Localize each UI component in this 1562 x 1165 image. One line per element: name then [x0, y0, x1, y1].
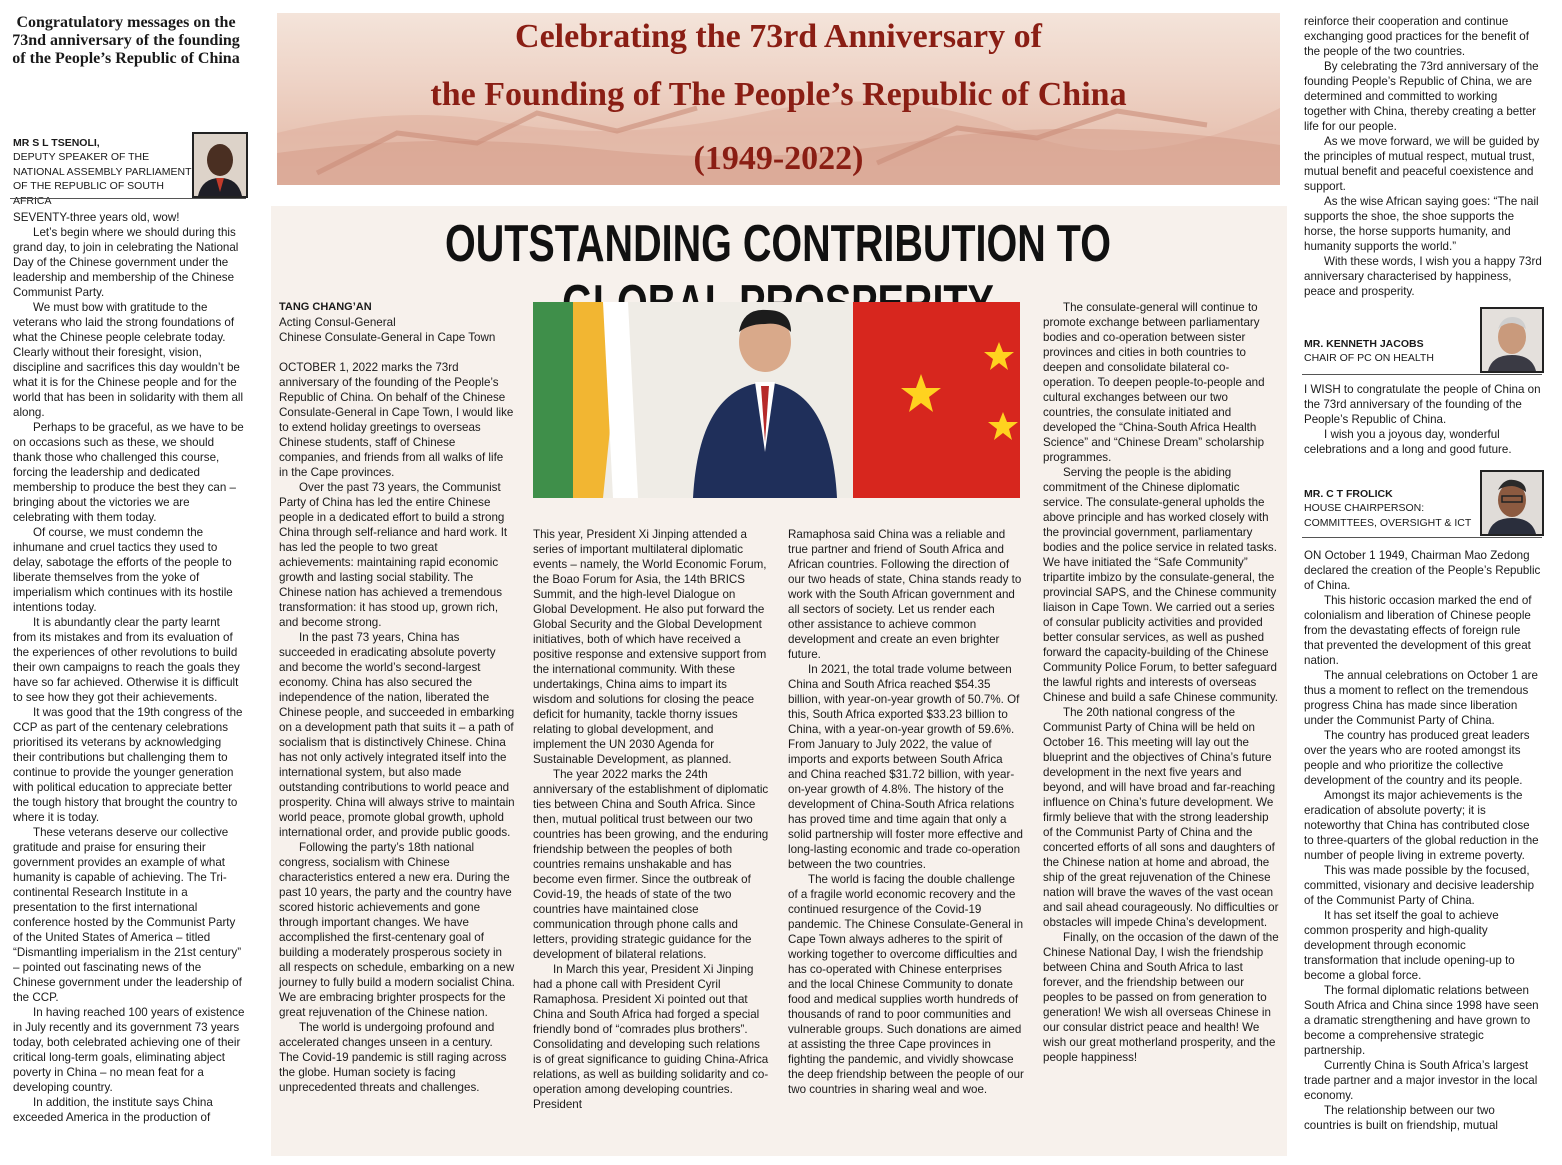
anniversary-banner [277, 13, 1280, 185]
paragraph: Following the party’s 18th national congress, socialism with Chinese characteristics entered a new era. During the past 10 years, the party and the country have scored historic achievements and gone through important changes. We have accomplished the first-centenary goal of building a moderately prosperous society in all respects on schedule, embarking on a new journey to fully build a modern socialist China. We are embracing brighter prospects for the great rejuvenation of the Chinese nation. [279, 841, 515, 1019]
paragraph: Serving the people is the abiding commitment of the Chinese diplomatic service. The consulate-general upholds the above principle and has worked closely with the provincial government, parliamentary bodies and the police service in related tasks. We have initiated the “Safe Community” tripartite imbizo by the consulate-general, the provincial SAPS, and the Chinese community liaison in Cape Town. We carried out a series of consular publicity activities and provided better consular services, as well as pushed forward the capacity-building of the Chinese Community Police Forum, to better safeguard the lawful rights and interests of overseas Chinese and build a safe Chinese community. [1043, 466, 1279, 704]
paragraph: The world is undergoing profound and accelerated changes unseen in a century. The Covid-19 pandemic is still raging across the globe. Human society is facing unprecedented threats and challenges. [279, 1021, 507, 1094]
frolick-message [1304, 548, 1542, 1133]
author-name: MR S L TSENOLI, [13, 137, 100, 149]
paragraph: Amongst its major achievements is the eradication of absolute poverty; it is noteworthy that China has contributed close to three-quarters of the global reduction in the number of people living in extreme poverty. [1304, 789, 1539, 862]
paragraph: The annual celebrations on October 1 are thus a moment to reflect on the tremendous progress China has made since liberation under the Communist Party of China. [1304, 669, 1538, 727]
banner-line-3: (1949-2022) [693, 140, 864, 177]
paragraph: This was made possible by the focused, committed, visionary and decisive leadership of the Communist Party of China. [1304, 864, 1535, 907]
portrait-jacobs [1480, 307, 1544, 373]
paragraph: Let’s begin where we should during this grand day, to join in celebrating the National Day of the Chinese government under the leadership and membership of the Chinese Communist Party. [13, 226, 239, 299]
paragraph: Ramaphosa said China was a reliable and true partner and friend of South Africa and African countries. Following the direction of our two heads of state, China stands ready to work with the South African government and all sectors of society. Let us render each other assistance to achieve common development and create an even brighter future. [788, 528, 1022, 661]
paragraph: The formal diplomatic relations between South Africa and China since 1998 have seen a dramatic strengthening and have grown to become a comprehensive strategic partnership. [1304, 984, 1539, 1057]
paragraph: It is abundantly clear the party learnt from its mistakes and from its evaluation of the experiences of other revolutions to build their own campaigns to reach the goals they have so far achieved. Otherwise it is difficult to see how they got their achievements. [13, 616, 240, 704]
consul-general-photo [533, 302, 1020, 498]
portrait-frolick [1480, 470, 1544, 536]
portrait-tsenoli [192, 132, 248, 198]
paragraph: In having reached 100 years of existence in July recently and its government 73 years today, both celebrated achieving one of their critical long-term goals, eliminating abject poverty in China – no mean feat for a developing country. [13, 1006, 245, 1094]
paragraph: By celebrating the 73rd anniversary of the founding People’s Republic of China, we are determined and committed to working together with China, thereby creating a better life for our people. [1304, 60, 1539, 133]
paragraph: In addition, the institute says China exceeded America in the production of [13, 1096, 213, 1124]
paragraph: It has set itself the goal to achieve common prosperity and high-quality development through economic transformation that include opening-up to become a global force. [1304, 909, 1515, 982]
paragraph: Perhaps to be graceful, as we have to be on occasions such as these, we should thank those who challenged this course, forcing the leadership and dedicated membership to produce the best they can – bringing about the victories we are celebrating with them today. [13, 421, 244, 524]
author-role: COMMITTEES, OVERSIGHT & ICT [1304, 516, 1472, 529]
paragraph: I wish you a joyous day, wonderful celebrations and a long and good future. [1304, 428, 1512, 456]
paragraph: This year, President Xi Jinping attended a series of important multilateral diplomatic events – namely, the World Economic Forum, the Boao Forum for Asia, the 14th BRICS Summit, and the high-level Dialogue on Global Development. He also put forward the Global Security and the Global Development initiatives, both of which have received a positive response and extensive support from the international community. With these undertakings, China aims to impart its wisdom and solutions for closing the peace deficit for humanity, tackle thorny issues relating to global development, and implement the UN 2030 Agenda for Sustainable Development, as planned. [533, 528, 767, 766]
author-role: HOUSE CHAIRPERSON: [1304, 502, 1425, 514]
divider [1302, 374, 1542, 375]
author-name: MR. KENNETH JACOBS [1304, 338, 1424, 350]
paragraph: With these words, I wish you a happy 73rd anniversary characterised by happiness, peace and prosperity. [1304, 255, 1542, 298]
sidebar-title: Congratulatory messages on the 73nd anniversary of the founding of the People’s Republic of China [12, 14, 240, 67]
paragraph: These veterans deserve our collective gratitude and praise for ensuring their government provides an example of what humanity is capable of achieving. The Tri-continental Research Institute in a presentation to the first international conference hosted by the Communist Party of the United States of America – titled “Dismantling imperialism in the 21st century” – pointed out fascinating news of the Chinese government under the leadership of the CCP. [13, 826, 242, 1004]
author-name: MR. C T FROLICK [1304, 488, 1393, 500]
paragraph: In March this year, President Xi Jinping had a phone call with President Cyril Ramaphosa. President Xi pointed out that China and South Africa had forged a special friendly bond of “comrades plus brothers”. Consolidating and developing such relations is of great significance to guiding China-Africa relations, as well as building solidarity and co-operation among developing countries. President [533, 963, 769, 1111]
paragraph: Over the past 73 years, the Communist Party of China has led the entire Chinese people in a dedicated effort to build a strong China through self-reliance and hard work. It has led the people to two great achievements: maintaining rapid economic growth and lasting social stability. The Chinese nation has achieved a tremendous transformation: it has stood up, grown rich, and become strong. [279, 481, 508, 629]
paragraph: As the wise African saying goes: “The nail supports the shoe, the shoe supports the horse, the horse supports humanity, and humanity supports the world.” [1304, 195, 1539, 253]
sidebar-left-body [13, 210, 245, 1125]
paragraph: The year 2022 marks the 24th anniversary of the establishment of diplomatic ties between China and South Africa. Since then, mutual political trust between our two countries has been growing, and the enduring friendship between the peoples of both countries remains unshakable and has become even firmer. Since the outbreak of Covid-19, the heads of state of the two countries have maintained close communication through phone calls and letters, providing strategic guidance for the development of bilateral relations. [533, 768, 769, 961]
article-column-2 [533, 527, 769, 1112]
paragraph: Finally, on the occasion of the dawn of the Chinese National Day, I wish the friendship between China and South Africa to last forever, and the friendship between our peoples to be passed on from generation to generation! We wish all overseas Chinese in our consular district peace and health! We wish our great motherland prosperity, and the people happiness! [1043, 931, 1279, 1064]
banner-line-2: the Founding of The People’s Republic of China [430, 76, 1127, 113]
paragraph: Of course, we must condemn the inhumane and cruel tactics they used to delay, sabotage the efforts of the people to liberate themselves from the yoke of imperialism which continues with its hostile intentions today. [13, 526, 233, 614]
author-block-frolick [1304, 487, 1479, 530]
paragraph: In the past 73 years, China has succeeded in eradicating absolute poverty and become the world’s second-largest economy. China has also secured the independence of the nation, liberated the Chinese people, and succeeded in embarking on a development path that suits it – a path of socialism that is distinctively Chinese. China has not only actively integrated itself into the international system, but also made outstanding contributions to world peace and prosperity. China will always strive to maintain world peace, promote global growth, uphold international order, and provide public goods. [279, 631, 515, 839]
jacobs-message [1304, 382, 1542, 457]
byline-name: TANG CHANG’AN [279, 301, 372, 313]
paragraph: Currently China is South Africa’s largest trade partner and a major investor in the local economy. [1304, 1059, 1538, 1102]
article-column-1 [279, 300, 515, 1095]
paragraph: We must bow with gratitude to the veterans who laid the strong foundations of what the Chinese people celebrate today. Clearly without their foresight, vision, discipline and sacrifices this day wouldn’t be what it is for the Chinese people and for the world that has been in solidarity with them all along. [13, 301, 244, 419]
paragraph: As we move forward, we will be guided by the principles of mutual respect, mutual trust, mutual benefit and peaceful coexistence and support. [1304, 135, 1540, 193]
paragraph: The 20th national congress of the Communist Party of China will be held on October 16. This meeting will lay out the blueprint and the objectives of China’s future development in the next five years and beyond, and will have broad and far-reaching influence on China’s future development. We firmly believe that with the strong leadership of the Communist Party of China and the concerted efforts of all sons and daughters of the Chinese nation at home and abroad, the ship of the great rejuvenation of the Chinese nation will brave the waves of the vast ocean and sail ahead courageously. No difficulties or obstacles will impede China’s development. [1043, 706, 1279, 929]
paragraph: This historic occasion marked the end of colonialism and liberation of Chinese people from the devastating effects of foreign rule that prevented the development of this great nation. [1304, 594, 1532, 667]
paragraph: The world is facing the double challenge of a fragile world economic recovery and the continued resurgence of the Covid-19 pandemic. The Chinese Consulate-General in Cape Town always adheres to the spirit of working together to overcome difficulties and has co-operated with Chinese enterprises and the local Chinese Community to donate food and medical supplies worth hundreds of thousands of rand to poor communities and vulnerable groups. Such donations are aimed at assisting the three Cape provinces in fighting the pandemic, and vividly showcase the deep friendship between the people of our two countries in sharing weal and woe. [788, 873, 1024, 1096]
byline-title: Acting Consul-General [279, 316, 396, 329]
author-block-jacobs [1304, 337, 1474, 366]
author-role: CHAIR OF PC ON HEALTH [1304, 352, 1434, 364]
paragraph: ON October 1 1949, Chairman Mao Zedong declared the creation of the People’s Republic of China. [1304, 549, 1541, 592]
paragraph: In 2021, the total trade volume between China and South Africa reached $54.35 billion, with year-on-year growth of 50.7%. Of this, South Africa exported $33.23 billion to China, with a year-on-year growth of 59.6%. From January to July 2022, the value of imports and exports between South Africa and China reached $31.72 billion, with year-on-year growth of 4.8%. The history of the development of China-South Africa relations has proved time and time again that only a solid partnership will foster more effective and long-lasting economic and trade co-operation between the two countries. [788, 663, 1023, 871]
divider [1302, 537, 1542, 538]
paragraph: I WISH to congratulate the people of China on the 73rd anniversary of the founding of the People’s Republic of China. [1304, 383, 1541, 426]
paragraph: The relationship between our two countries is built on friendship, mutual [1304, 1104, 1498, 1132]
banner-line-1: Celebrating the 73rd Anniversary of [515, 18, 1042, 55]
sidebar-right-continued [1304, 14, 1542, 299]
article-column-3 [788, 527, 1024, 1097]
paragraph: It was good that the 19th congress of the CCP as part of the centenary celebrations prioritised its veterans by acknowledging their contributions but challenging them to continue to provide the younger generation with political education to appreciate better the tough history that brought the country to where it is today. [13, 706, 243, 824]
byline-office: Chinese Consulate-General in Cape Town [279, 331, 496, 344]
article-headline: OUTSTANDING CONTRIBUTION TO [445, 215, 1111, 273]
paragraph: The consulate-general will continue to promote exchange between parliamentary bodies and co-operation between sister provinces and cities in both countries to deepen and consolidate bilateral co-operation. To deepen people-to-people and cultural exchanges between our two countries, the consulate initiated and developed the “China-South Africa Health Science” and “Chinese Dream” scholarship programmes. [1043, 301, 1265, 464]
divider [10, 198, 246, 199]
paragraph: The country has produced great leaders over the years who are rooted amongst its people and who prioritize the collective development of the country and its people. [1304, 729, 1530, 787]
paragraph: OCTOBER 1, 2022 marks the 73rd anniversary of the founding of the People’s Republic of China. On behalf of the Chinese Consulate-General in Cape Town, I would like to extend holiday greetings to overseas Chinese students, staff of Chinese companies, and friends from all walks of life in the Cape provinces. [279, 361, 514, 479]
article-column-4 [1043, 300, 1279, 1065]
paragraph: reinforce their cooperation and continue exchanging good practices for the benefit of the people of the two countries. [1304, 15, 1529, 58]
author-role: DEPUTY SPEAKER OF THE NATIONAL ASSEMBLY PARLIAMENT OF THE REPUBLIC OF SOUTH AFRICA [13, 151, 192, 207]
paragraph: SEVENTY-three years old, wow! [13, 211, 180, 224]
